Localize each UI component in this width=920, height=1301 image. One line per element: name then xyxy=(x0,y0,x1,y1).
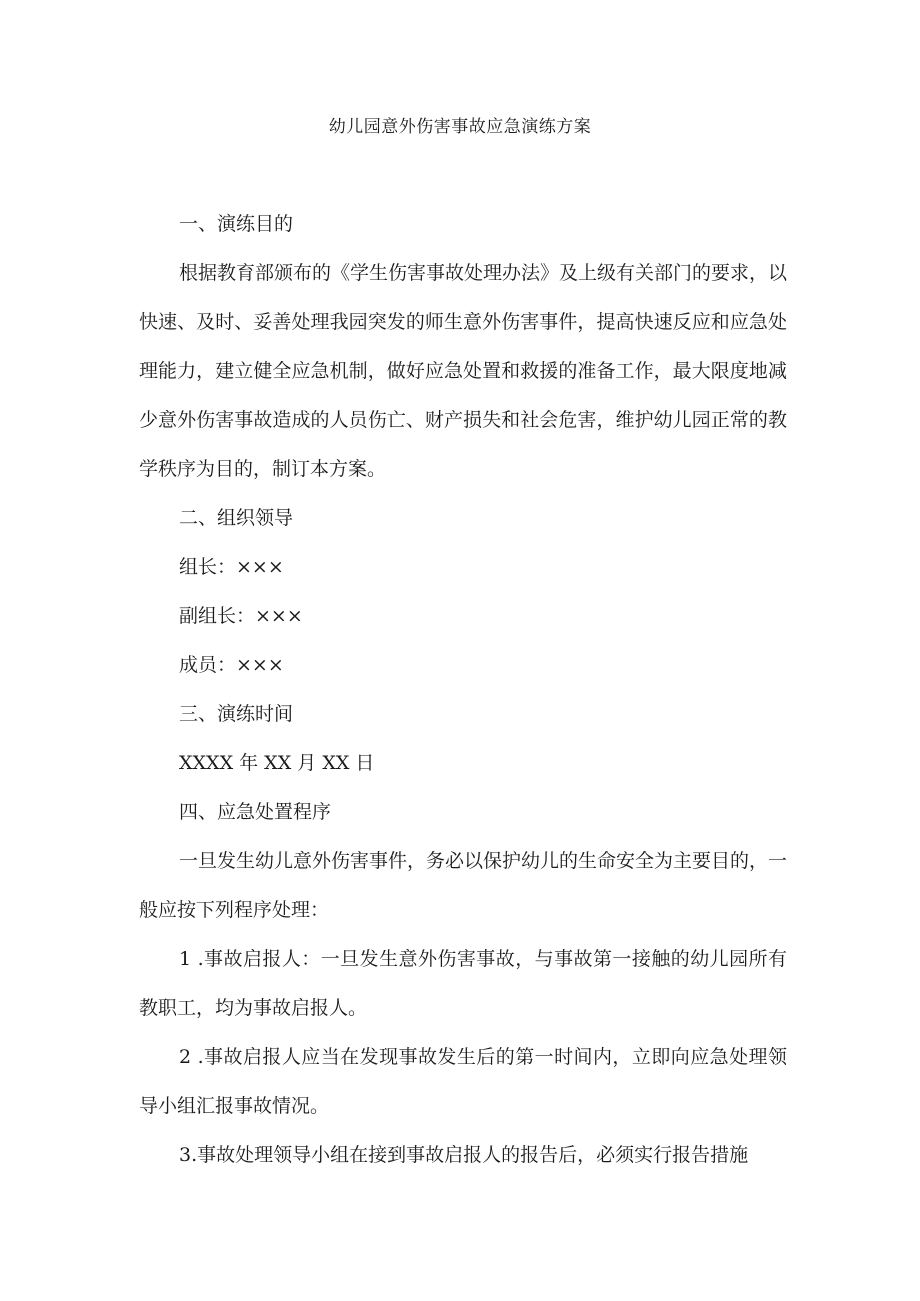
paragraph-purpose: 根据教育部颁布的《学生伤害事故处理办法》及上级有关部门的要求，以快速、及时、妥善处理我园突发的师生意外伤害事件，提高快速反应和应急处理能力，建立健全应急机制，做好应急处置和救援的准备工作，最大限度地减少意外伤害事故造成的人员伤亡、财产损失和社会危害，维护幼儿园正常的教学秩序为目的，制订本方案。 xyxy=(139,262,788,480)
team-leader: 组长：××× xyxy=(179,556,284,578)
document-body xyxy=(139,200,787,1180)
paragraph-procedure-intro: 一旦发生幼儿意外伤害事件，务必以保护幼儿的生命安全为主要目的，一般应按下列程序处理： xyxy=(139,850,788,921)
procedure-step-2: 2 .事故启报人应当在发现事故发生后的第一时间内，立即向应急处理领导小组汇报事故情况。 xyxy=(139,1046,787,1117)
team-members: 成员：××× xyxy=(179,654,284,676)
document-title: 幼儿园意外伤害事故应急演练方案 xyxy=(328,117,592,137)
section-heading-purpose: 一、演练目的 xyxy=(179,213,294,235)
section-heading-organization: 二、组织领导 xyxy=(179,507,294,529)
section-heading-time: 三、演练时间 xyxy=(179,703,294,725)
procedure-step-1: 1 .事故启报人：一旦发生意外伤害事故，与事故第一接触的幼儿园所有教职工，均为事故启报人。 xyxy=(139,948,787,1019)
deputy-leader: 副组长：××× xyxy=(179,605,303,627)
drill-date: XXXX 年 XX 月 XX 日 xyxy=(179,752,375,774)
procedure-step-3: 3.事故处理领导小组在接到事故启报人的报告后，必须实行报告措施 xyxy=(179,1144,749,1166)
section-heading-procedure: 四、应急处置程序 xyxy=(179,801,332,823)
